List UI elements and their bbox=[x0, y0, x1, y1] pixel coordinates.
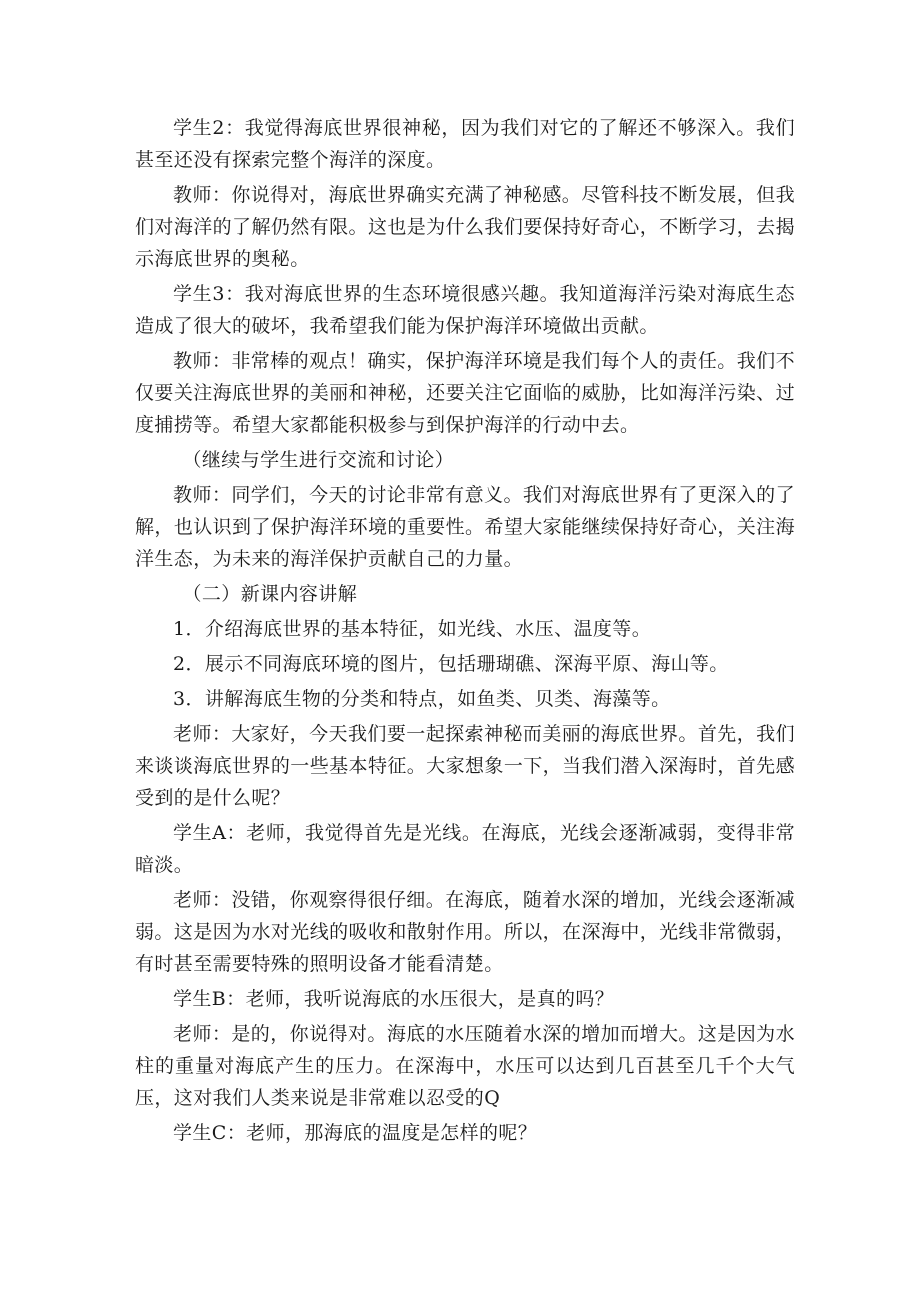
list-item-2: 2．展示不同海底环境的图片，包括珊瑚礁、深海平原、海山等。 bbox=[173, 653, 729, 675]
paragraph-teacher-4: 老师：大家好，今天我们要一起探索神秘而美丽的海底世界。首先，我们来谈谈海底世界的一些基本特征。大家想象一下，当我们潜入深海时，首先感受到的是什么呢？ bbox=[135, 723, 795, 809]
paragraph-student-b: 学生B：老师，我听说海底的水压很大，是真的吗？ bbox=[173, 988, 615, 1010]
paragraph-student-2: 学生2：我觉得海底世界很神秘，因为我们对它的了解还不够深入。我们甚至还没有探索完整个海洋的深度。 bbox=[135, 117, 795, 171]
section-heading: （二）新课内容讲解 bbox=[182, 583, 358, 605]
paragraph-teacher-6: 老师：是的，你说得对。海底的水压随着水深的增加而增大。这是因为水柱的重量对海底产生的压力。在深海中，水压可以达到几百甚至几千个大气压，这对我们人类来说是非常难以忍受的Q bbox=[135, 1023, 795, 1109]
document-body bbox=[135, 112, 795, 1152]
paragraph-stage-note: （继续与学生进行交流和讨论） bbox=[182, 449, 455, 471]
paragraph-teacher-1: 教师：你说得对，海底世界确实充满了神秘感。尽管科技不断发展，但我们对海洋的了解仍然有限。这也是为什么我们要保持好奇心，不断学习，去揭示海底世界的奥秘。 bbox=[135, 184, 795, 270]
paragraph-teacher-3: 教师：同学们，今天的讨论非常有意义。我们对海底世界有了更深入的了解，也认识到了保护海洋环境的重要性。希望大家能继续保持好奇心，关注海洋生态，为未来的海洋保护贡献自己的力量。 bbox=[135, 484, 795, 570]
paragraph-student-c: 学生C：老师，那海底的温度是怎样的呢？ bbox=[173, 1122, 538, 1144]
paragraph-teacher-5: 老师：没错，你观察得很仔细。在海底，随着水深的增加，光线会逐渐减弱。这是因为水对光线的吸收和散射作用。所以，在深海中，光线非常微弱，有时甚至需要特殊的照明设备才能看清楚。 bbox=[135, 889, 795, 975]
paragraph-teacher-2: 教师：非常棒的观点！确实，保护海洋环境是我们每个人的责任。我们不仅要关注海底世界的美丽和神秘，还要关注它面临的威胁，比如海洋污染、过度捕捞等。希望大家都能积极参与到保护海洋的行动中去。 bbox=[135, 350, 795, 436]
list-item-1: 1．介绍海底世界的基本特征，如光线、水压、温度等。 bbox=[173, 618, 652, 640]
list-item-3: 3．讲解海底生物的分类和特点，如鱼类、贝类、海藻等。 bbox=[173, 688, 671, 710]
paragraph-student-a: 学生A：老师，我觉得首先是光线。在海底，光线会逐渐减弱，变得非常暗淡。 bbox=[135, 822, 795, 876]
paragraph-student-3: 学生3：我对海底世界的生态环境很感兴趣。我知道海洋污染对海底生态造成了很大的破坏，我希望我们能为保护海洋环境做出贡献。 bbox=[135, 283, 795, 337]
